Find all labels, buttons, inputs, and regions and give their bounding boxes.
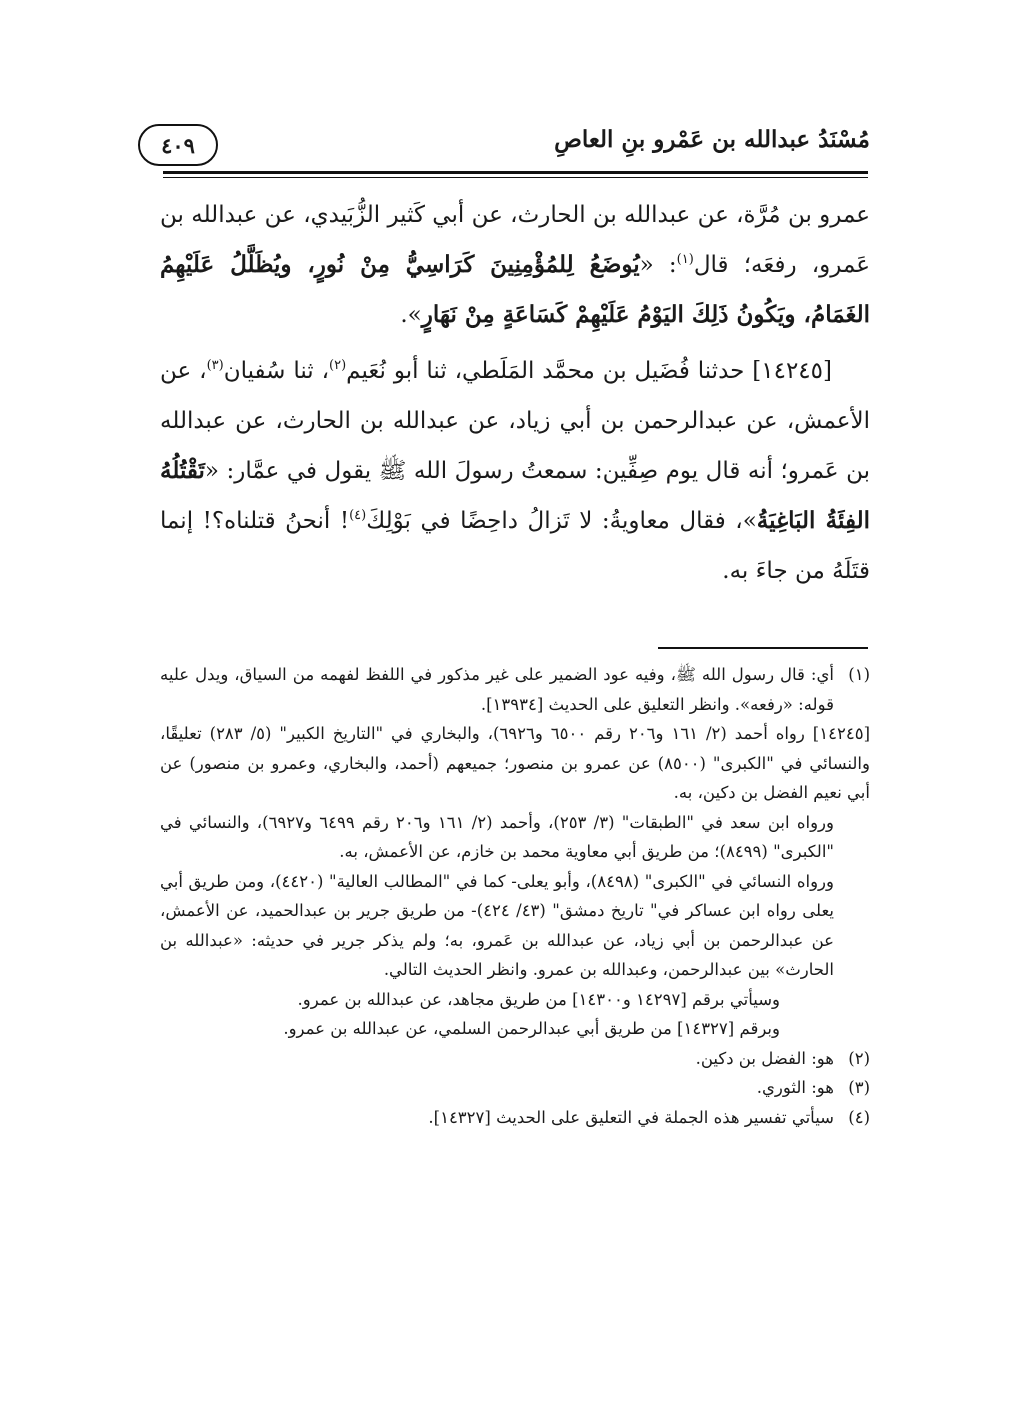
hadith-text-1: يُوضَعُ لِلمُؤْمِنِينَ كَرَاسِيُّ مِنْ نُورٍ، ويُظَلَّلُ عَلَيْهِمُ الغَمَامُ، ويَكُونُ ذَلِكَ اليَوْمُ عَلَيْهِمْ كَسَاعَةٍ مِنْ نَهَارٍ bbox=[160, 251, 870, 328]
footnote-1-text: أي: قال رسول الله ﷺ، وفيه عود الضمير على غير مذكور في اللفظ لفهمه من السياق، ويدل عليه قوله: «رفعه». وانظر التعليق على الحديث [١٣٩٣٤]. bbox=[160, 665, 834, 714]
footnote-2-number: (٢) bbox=[848, 1048, 870, 1068]
page-number-badge bbox=[138, 124, 218, 166]
running-header-title: مُسْنَدُ عبدالله بن عَمْرو بنِ العاصِ bbox=[554, 126, 870, 153]
paragraph-2-part-c: ، عن الأعمش، عن عبدالرحمن بن أبي زياد، عن عبدالله بن الحارث، عن عبدالله بن عَمرو؛ أنه قال يوم صِفِّين: سمعتُ رسولَ الله ﷺ يقول في عمَّار: « bbox=[160, 358, 870, 484]
footnotes bbox=[160, 660, 870, 1132]
footnote-4-text: سيأتي تفسير هذه الجملة في التعليق على الحديث [١٤٣٢٧]. bbox=[428, 1107, 834, 1127]
header-rule-thin bbox=[163, 177, 868, 178]
hadith-text-2: تَقْتُلُهُ الفِئَةُ البَاغِيَةُ bbox=[160, 457, 870, 534]
paragraph-1-end: ». bbox=[400, 302, 422, 328]
hadith-note-second-chain: ورواه ابن سعد في "الطبقات" (٣/ ٢٥٣)، وأحمد (٢/ ١٦١ و٢٠٦ رقم ٦٤٩٩ و٦٩٢٧)، والنسائي في "الكبرى" (٨٤٩٩)؛ من طريق أبي معاوية محمد بن خازم، عن الأعمش، به. bbox=[160, 812, 834, 861]
footnote-ref-1: (١) bbox=[676, 252, 694, 267]
main-text bbox=[160, 190, 870, 596]
paragraph-1 bbox=[160, 190, 870, 340]
paragraph-2 bbox=[160, 346, 870, 596]
footnote-4-number: (٤) bbox=[848, 1107, 870, 1127]
paragraph-2-part-d: »، فقال معاويةُ: لا تَزالُ داحِضًا في بَوْلِكَ bbox=[366, 508, 757, 534]
paragraph-2-part-e: ! أنحنُ قتلناه؟! إنما قتَلَهُ من جاءَ به. bbox=[160, 508, 870, 584]
footnote-ref-3: (٣) bbox=[206, 358, 224, 373]
paragraph-1-text: عمرو بن مُرَّة، عن عبدالله بن الحارث، عن أبي كَثير الزُّبَيدي، عن عبدالله بن عَمرو، رفعَه؛ قال bbox=[160, 202, 870, 278]
footnote-1-number: (١) bbox=[848, 665, 870, 684]
footnote-ref-4: (٤) bbox=[349, 508, 367, 523]
paragraph-2-part-b: ، ثنا سُفيان bbox=[223, 358, 330, 384]
footnote-separator bbox=[658, 647, 868, 649]
footnote-3-number: (٣) bbox=[848, 1078, 870, 1097]
footnote-ref-2: (٢) bbox=[329, 358, 347, 373]
header-rule-thick bbox=[163, 171, 868, 174]
footnote-2 bbox=[160, 1044, 870, 1074]
footnote-3-text: هو: الثوري. bbox=[756, 1078, 834, 1097]
hadith-note-cross-ref-1: وسيأتي برقم [١٤٢٩٧ و١٤٣٠٠] من طريق مجاهد، عن عبدالله بن عمرو. bbox=[297, 989, 780, 1009]
footnote-1 bbox=[160, 660, 870, 719]
footnote-4 bbox=[160, 1103, 870, 1133]
footnote-2-text: هو: الفضل بن دكين. bbox=[695, 1048, 834, 1068]
hadith-note-cross-ref-2: وبرقم [١٤٣٢٧] من طريق أبي عبدالرحمن السلمي، عن عبدالله بن عمرو. bbox=[283, 1019, 780, 1038]
paragraph-1-colon: : « bbox=[639, 252, 677, 278]
paragraph-2-part-a: [١٤٢٤٥] حدثنا فُضَيل بن محمَّد المَلَطي، ثنا أبو نُعَيم bbox=[346, 358, 833, 384]
hadith-note-third-chain: ورواه النسائي في "الكبرى" (٨٤٩٨)، وأبو يعلى- كما في "المطالب العالية" (٤٤٢٠)، ومن طريق أبي يعلى رواه ابن عساكر في" تاريخ دمشق" (٤٣/ ٤٢٤)- من طريق جرير بن عبدالحميد، عن الأعمش، عن عبدالرحمن بن أبي زياد، عن عبدالله بن عَمرو، به؛ ولم يذكر جرير في حديثه: «عبدالله بن الحارث» بين عبدالرحمن، وعبدالله بن عمرو. وانظر الحديث التالي. bbox=[160, 871, 834, 979]
page-number: ٤٠٩ bbox=[161, 132, 195, 158]
footnote-3 bbox=[160, 1073, 870, 1103]
hadith-note-sources: [١٤٢٤٥] رواه أحمد (٢/ ١٦١ و٢٠٦ رقم ٦٥٠٠ و٦٩٢٦)، والبخاري في "التاريخ الكبير" (٥/ ٢٨٣) تعليقًا، والنسائي في "الكبرى" (٨٥٠٠) عن عمرو بن منصور؛ جميعهم (أحمد، والبخاري، وعمرو بن منصور) عن أبي نعيم الفضل بن دكين، به. bbox=[160, 724, 870, 802]
